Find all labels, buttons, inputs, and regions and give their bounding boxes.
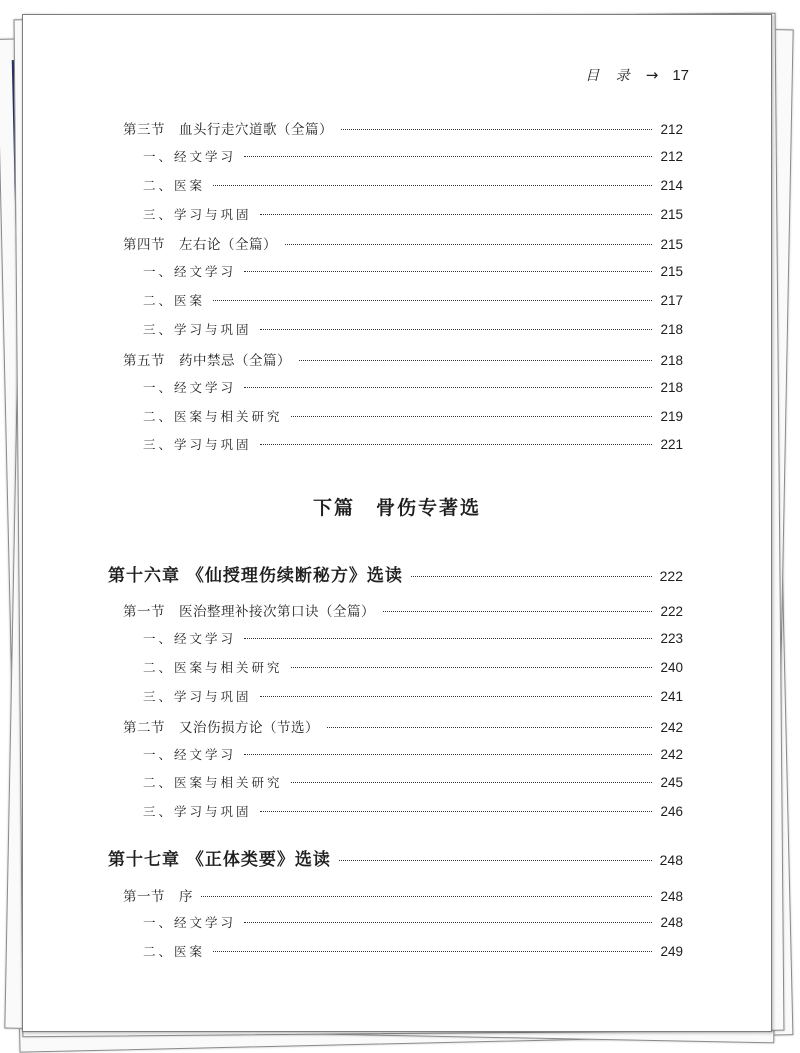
part-heading: 下篇 骨伤专著选	[312, 497, 481, 519]
entry-page-number: 215	[660, 207, 683, 222]
dot-leader	[260, 329, 653, 330]
entry-page-number: 212	[660, 149, 683, 164]
entry-title: 第十七章 《正体类要》选读	[108, 850, 331, 870]
toc-section-entry[interactable]	[23, 885, 771, 905]
dot-leader	[213, 951, 652, 952]
toc-subsection-entry[interactable]	[23, 262, 771, 280]
entry-title: 二、医案与相关研究	[143, 775, 283, 790]
toc-subsection-entry[interactable]	[23, 435, 771, 453]
dot-leader	[244, 156, 652, 157]
entry-title: 三、学习与巩固	[143, 689, 252, 704]
entry-page-number: 248	[660, 889, 683, 904]
entry-page-number: 242	[660, 720, 683, 735]
toc-subsection-entry[interactable]	[23, 942, 771, 960]
dot-leader	[244, 387, 652, 388]
dot-leader	[299, 360, 652, 361]
dot-leader	[411, 576, 652, 577]
entry-page-number: 217	[660, 293, 683, 308]
dot-leader	[339, 860, 652, 861]
entry-page-number: 249	[660, 944, 683, 959]
entry-title: 三、学习与巩固	[143, 804, 252, 819]
toc-section-entry[interactable]	[23, 600, 771, 620]
entry-title: 二、医案	[143, 178, 206, 193]
toc-subsection-entry[interactable]	[23, 291, 771, 309]
dot-leader	[260, 444, 653, 445]
toc-subsection-entry[interactable]	[23, 745, 771, 763]
toc-subsection-entry[interactable]	[23, 176, 771, 194]
dot-leader	[291, 416, 653, 417]
entry-page-number: 246	[660, 804, 683, 819]
toc-subsection-entry[interactable]	[23, 773, 771, 791]
entry-page-number: 218	[660, 380, 683, 395]
entry-page-number: 240	[660, 660, 683, 675]
dot-leader	[244, 271, 652, 272]
entry-page-number: 221	[660, 437, 683, 452]
entry-title: 一、经文学习	[143, 380, 237, 395]
entry-page-number: 218	[660, 353, 683, 368]
arrow-right-icon: →	[645, 66, 659, 84]
entry-page-number: 241	[660, 689, 683, 704]
toc-subsection-entry[interactable]	[23, 378, 771, 396]
entry-page-number: 215	[660, 264, 683, 279]
header-page-number: 17	[672, 66, 689, 84]
entry-title: 第十六章 《仙授理伤续断秘方》选读	[108, 566, 403, 586]
entry-page-number: 242	[660, 747, 683, 762]
toc-subsection-entry[interactable]	[23, 407, 771, 425]
entry-page-number: 214	[660, 178, 683, 193]
toc-subsection-entry[interactable]	[23, 205, 771, 223]
entry-page-number: 222	[660, 604, 683, 619]
dot-leader	[260, 696, 653, 697]
entry-title: 三、学习与巩固	[143, 437, 252, 452]
toc-subsection-entry[interactable]	[23, 658, 771, 676]
dot-leader	[291, 667, 653, 668]
toc-chapter-entry[interactable]	[23, 845, 771, 870]
entry-title: 第四节 左右论（全篇）	[123, 237, 277, 253]
toc-subsection-entry[interactable]	[23, 629, 771, 647]
entry-page-number: 223	[660, 631, 683, 646]
entry-title: 一、经文学习	[143, 915, 237, 930]
entry-title: 二、医案	[143, 293, 206, 308]
dot-leader	[291, 782, 653, 783]
entry-title: 二、医案	[143, 944, 206, 959]
toc-section-entry[interactable]	[23, 233, 771, 253]
toc-subsection-entry[interactable]	[23, 802, 771, 820]
dot-leader	[213, 185, 652, 186]
dot-leader	[244, 922, 652, 923]
entry-title: 第一节 序	[123, 889, 193, 905]
entry-title: 二、医案与相关研究	[143, 409, 283, 424]
dot-leader	[213, 300, 652, 301]
entry-title: 一、经文学习	[143, 747, 237, 762]
toc-page	[22, 14, 772, 1032]
entry-title: 三、学习与巩固	[143, 207, 252, 222]
toc-subsection-entry[interactable]	[23, 913, 771, 931]
toc-chapter-entry[interactable]	[23, 561, 771, 586]
entry-page-number: 245	[660, 775, 683, 790]
toc-section-entry[interactable]	[23, 716, 771, 736]
header-label: 目 录	[585, 68, 636, 84]
entry-page-number: 248	[660, 915, 683, 930]
entry-title: 一、经文学习	[143, 631, 237, 646]
running-header	[585, 65, 689, 85]
toc-section-entry[interactable]	[23, 349, 771, 369]
entry-title: 第三节 血头行走穴道歌（全篇）	[123, 122, 333, 138]
dot-leader	[383, 611, 652, 612]
toc-subsection-entry[interactable]	[23, 687, 771, 705]
entry-title: 一、经文学习	[143, 264, 237, 279]
entry-title: 二、医案与相关研究	[143, 660, 283, 675]
entry-page-number: 218	[660, 322, 683, 337]
entry-page-number: 222	[659, 568, 683, 584]
dot-leader	[285, 244, 652, 245]
entry-title: 一、经文学习	[143, 149, 237, 164]
entry-page-number: 219	[660, 409, 683, 424]
toc-subsection-entry[interactable]	[23, 147, 771, 165]
entry-title: 第五节 药中禁忌（全篇）	[123, 353, 291, 369]
entry-title: 三、学习与巩固	[143, 322, 252, 337]
dot-leader	[260, 811, 653, 812]
toc-section-entry[interactable]	[23, 118, 771, 138]
entry-page-number: 212	[660, 122, 683, 137]
dot-leader	[341, 129, 652, 130]
dot-leader	[244, 754, 652, 755]
entry-page-number: 248	[659, 852, 683, 868]
entry-title: 第一节 医治整理补接次第口诀（全篇）	[123, 604, 375, 620]
toc-subsection-entry[interactable]	[23, 320, 771, 338]
entry-page-number: 215	[660, 237, 683, 252]
dot-leader	[260, 214, 653, 215]
dot-leader	[201, 896, 652, 897]
dot-leader	[327, 727, 652, 728]
entry-title: 第二节 又治伤损方论（节选）	[123, 720, 319, 736]
dot-leader	[244, 638, 652, 639]
